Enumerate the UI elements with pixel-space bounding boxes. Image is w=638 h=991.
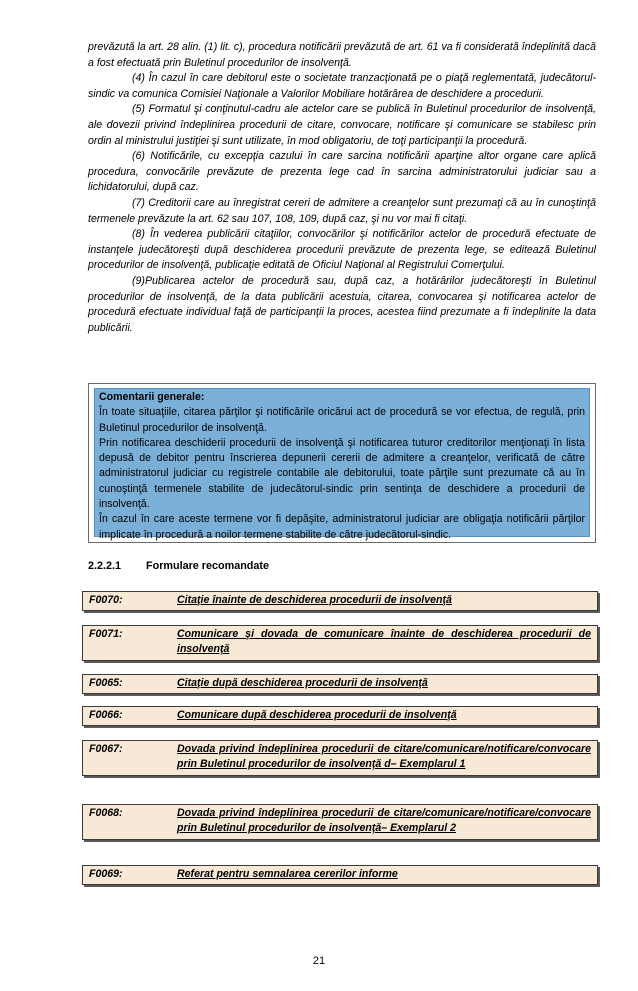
paragraph-4: (4) În cazul în care debitorul este o societate tranzacţionată pe o piaţă reglementată, judecătorul-sindic va comunica Comisiei Naţionale a Valorilor Mobiliare hotărârea de deschidere a procedurii. xyxy=(88,72,596,100)
comment-paragraph: În cazul în care aceste termene vor fi depăşite, administratorul judiciar are obligaţia notificării părţilor implicate în procedură a noilor termene stabilite de către judecătorul-sindic. xyxy=(99,513,585,541)
form-code: F0071: xyxy=(89,628,123,640)
comments-title: Comentarii generale: xyxy=(99,391,205,403)
form-code: F0067: xyxy=(89,743,123,755)
body-text xyxy=(88,40,596,336)
paragraph-5: (5) Formatul şi conţinutul-cadru ale actelor care se publică în Buletinul procedurilor de insolvenţă, ale dovezii privind îndeplinirea procedurii de citare, convocare, notificare şi comunicare se stabilesc prin ordin al ministrului justiţiei şi sunt utilizate, în mod obligatoriu, de toţi participanţii la procedură. xyxy=(88,103,596,147)
form-row-f0066[interactable] xyxy=(82,706,598,726)
paragraph-7: (7) Creditorii care au înregistrat cereri de admitere a creanţelor sunt prezumaţi că au în cunoştinţă termenele prevăzute la art. 62 sau 107, 108, 109, după caz, şi nu vor mai fi citaţi. xyxy=(88,196,596,225)
general-comments-box xyxy=(88,383,596,543)
form-row-f0067[interactable] xyxy=(82,740,598,776)
section-number: 2.2.2.1 xyxy=(88,560,122,572)
general-comments-panel xyxy=(94,388,590,541)
form-row-f0070[interactable] xyxy=(82,591,598,611)
paragraph-9: (9)Publicarea actelor de procedură sau, după caz, a hotărârilor judecătoreşti în Buletinul procedurilor de insolvenţă, de la data publicării acestuia, citarea, convocarea şi notificarea actelor de procedură efectuate individual faţă de participanţii la proces, acestea fiind prezumate a fi îndeplinite la data publicării. xyxy=(88,274,596,334)
form-title: Comunicare după deschiderea procedurii de insolvenţă xyxy=(177,709,457,721)
form-title: Citaţie înainte de deschiderea procedurii de insolvenţă xyxy=(177,594,452,606)
form-code: F0069: xyxy=(89,868,123,880)
form-row-f0068[interactable] xyxy=(82,804,598,840)
form-code: F0065: xyxy=(89,677,123,689)
form-code: F0068: xyxy=(89,807,123,819)
page-number: 21 xyxy=(312,955,326,967)
form-title: Comunicare şi dovada de comunicare înainte de deschiderea procedurii de insolvenţă xyxy=(177,628,591,656)
form-title: Citaţie după deschiderea procedurii de insolvenţă xyxy=(177,677,428,689)
form-row-f0069[interactable] xyxy=(82,865,598,885)
form-row-f0071[interactable] xyxy=(82,625,598,661)
section-heading xyxy=(88,560,269,572)
comment-paragraph: Prin notificarea deschiderii procedurii de insolvenţă şi notificarea tuturor creditorilor menţionaţi în lista depusă de debitor pentru înscrierea depunerii cererii de admitere a creanţelor, verificată de către administratorul judiciar cu registrele contabile ale debitorului, toate părţile sunt prezumate că au în cunoştinţă termenele stabilite de judecătorul-sindic prin sentinţa de deschidere a procedurii de insolvenţă. xyxy=(99,436,585,511)
form-title: Dovada privind îndeplinirea procedurii de citare/comunicare/notificare/convocare prin Buletinul procedurilor de insolvenţă– Exemplarul 2 xyxy=(177,807,591,835)
form-title: Referat pentru semnalarea cererilor informe xyxy=(177,868,398,880)
section-title: Formulare recomandate xyxy=(146,560,270,572)
paragraph-8: (8) În vederea publicării citaţiilor, convocărilor şi notificărilor actelor de procedură efectuate de instanţele judecătoreşti după deschiderea procedurii prevăzute de prezenta lege, se editează Buletinul procedurilor de insolvenţă, publicaţie editată de Oficiul Naţional al Registrului Comerţului. xyxy=(88,228,596,272)
paragraph-continuation: prevăzută la art. 28 alin. (1) lit. c), procedura notificării prevăzută de art. 61 va fi considerată îndeplinită dacă a fost efectuată prin Buletinul procedurilor de insolvenţă. xyxy=(88,41,596,69)
form-title: Dovada privind îndeplinirea procedurii de citare/comunicare/notificare/convocare prin Buletinul procedurilor de insolvenţă d– Exemplarul 1 xyxy=(177,743,591,771)
form-code: F0066: xyxy=(89,709,123,721)
form-code: F0070: xyxy=(89,594,123,606)
comment-paragraph: În toate situaţiile, citarea părţilor şi notificările oricărui act de procedură se vor efectua, de regulă, prin Buletinul procedurilor de insolvenţă. xyxy=(99,406,585,434)
paragraph-6: (6) Notificările, cu excepţia cazului în care sarcina notificării aparţine altor organe care aplică procedura, convocările prevăzute de prezenta lege cad în sarcina administratorului judiciar sau a lichidatorului, după caz. xyxy=(88,150,596,194)
form-row-f0065[interactable] xyxy=(82,674,598,694)
